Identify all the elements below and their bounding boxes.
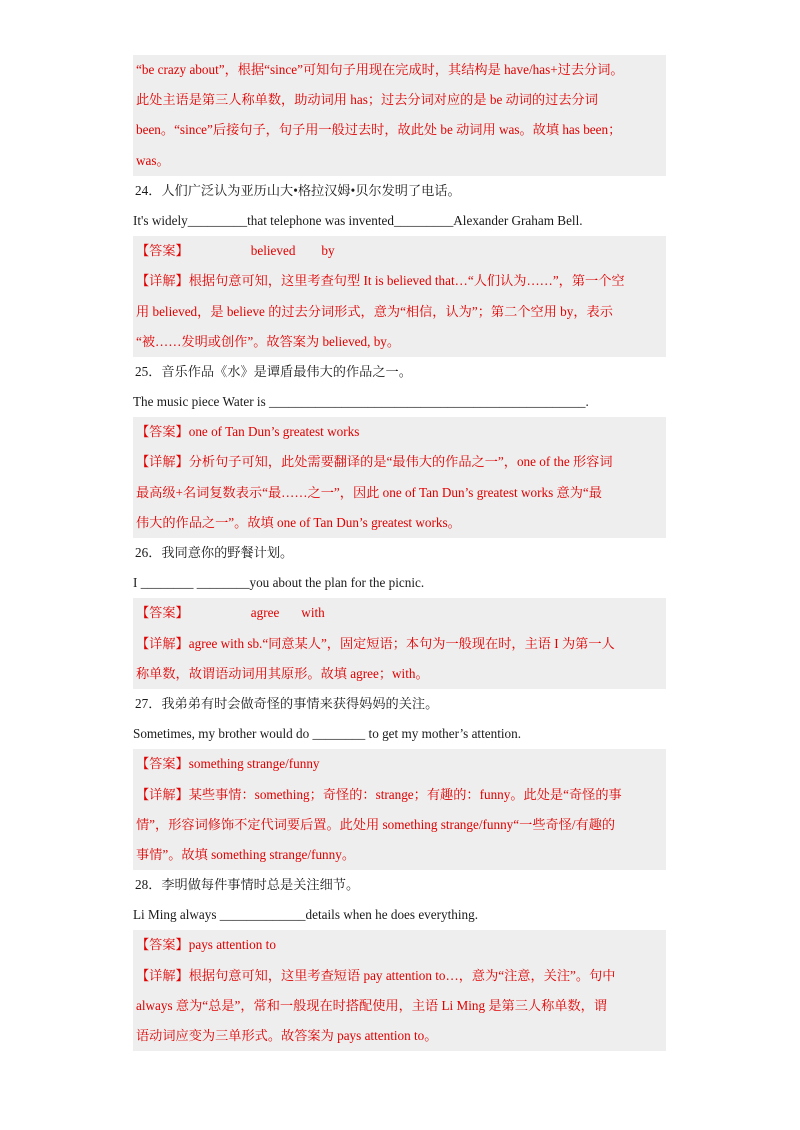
question-25 — [133, 357, 666, 538]
detail-line: 最高级+名词复数表示“最……之一”，因此 one of Tan Dun’s greatest works 意为“最 — [133, 478, 666, 508]
question-26 — [133, 538, 666, 689]
question-sentence: Li Ming always _____________details when he does everything. — [133, 907, 479, 923]
answer-line — [133, 236, 666, 266]
question-sentence: Sometimes, my brother would do ________ to get my mother’s attention. — [133, 726, 522, 742]
question-sentence: I ________ ________you about the plan for the picnic. — [133, 575, 425, 591]
detail-line: “被……发明或创作”。故答案为 believed, by。 — [133, 327, 666, 357]
answer-line — [133, 598, 666, 628]
answer-value: agree — [250, 605, 280, 621]
detail-line: 称单数，故谓语动词用其原形。故填 agree；with。 — [133, 659, 666, 689]
question-27 — [133, 689, 666, 870]
detail-line: 此处主语是第三人称单数，助动词用 has；过去分词对应的是 be 动词的过去分词 — [133, 85, 666, 115]
document-page — [133, 55, 666, 1051]
detail-line: 语动词应变为三单形式。故答案为 pays attention to。 — [133, 1021, 666, 1051]
question-sentence: It's widely_________that telephone was invented_________Alexander Graham Bell. — [133, 212, 583, 228]
detail-line: 用 believed，是 believe 的过去分词形式，意为“相信，认为”；第二个空用 by，表示 — [133, 297, 666, 327]
detail-line: “be crazy about”，根据“since”可知句子用现在完成时，其结构是 have/has+过去分词。 — [133, 55, 666, 85]
detail-line: 事情”。故填 something strange/funny。 — [133, 840, 666, 870]
answer-value: by — [321, 243, 335, 259]
question-text: 28．李明做每件事情时总是关注细节。 — [135, 877, 360, 893]
question-sentence: The music piece Water is ________________________________________________. — [133, 394, 589, 410]
question-28 — [133, 870, 666, 1051]
question-text: 24．人们广泛认为亚历山大•格拉汉姆•贝尔发明了电话。 — [135, 182, 461, 198]
question-24 — [133, 176, 666, 357]
detail-line: 【详解】分析句子可知，此处需要翻译的是“最伟大的作品之一”，one of the 形容词 — [133, 447, 666, 477]
answer-value: with — [301, 605, 325, 621]
question-text: 27．我弟弟有时会做奇怪的事情来获得妈妈的关注。 — [135, 695, 439, 711]
answer-label: 【答案】 — [136, 243, 189, 259]
answer-line: 【答案】pays attention to — [133, 930, 666, 960]
question-text: 26．我同意你的野餐计划。 — [135, 545, 294, 560]
question-text: 25．音乐作品《水》是谭盾最伟大的作品之一。 — [135, 363, 412, 379]
answer-value: believed — [250, 243, 296, 259]
detail-line: 【详解】根据句意可知，这里考查短语 pay attention to…，意为“注意，关注”。句中 — [133, 961, 666, 991]
answer-label: 【答案】 — [136, 605, 189, 621]
answer-block-23 — [133, 55, 666, 176]
detail-line: 【详解】根据句意可知，这里考查句型 It is believed that…“人们认为……”，第一个空 — [133, 266, 666, 296]
answer-line: 【答案】something strange/funny — [133, 749, 666, 779]
detail-line: was。 — [133, 146, 666, 176]
detail-line: 【详解】agree with sb.“同意某人”，固定短语；本句为一般现在时，主语 I 为第一人 — [133, 629, 666, 659]
detail-line: 伟大的作品之一”。故填 one of Tan Dun’s greatest works。 — [133, 508, 666, 538]
detail-line: always 意为“总是”，常和一般现在时搭配使用，主语 Li Ming 是第三人称单数，谓 — [133, 991, 666, 1021]
answer-line: 【答案】one of Tan Dun’s greatest works — [133, 417, 666, 447]
detail-line: 【详解】某些事情：something；奇怪的：strange；有趣的：funny。此处是“奇怪的事 — [133, 780, 666, 810]
detail-line: 情”，形容词修饰不定代词要后置。此处用 something strange/funny“一些奇怪/有趣的 — [133, 810, 666, 840]
detail-line: been。“since”后接句子，句子用一般过去时，故此处 be 动词用 was。故填 has been； — [133, 115, 666, 145]
